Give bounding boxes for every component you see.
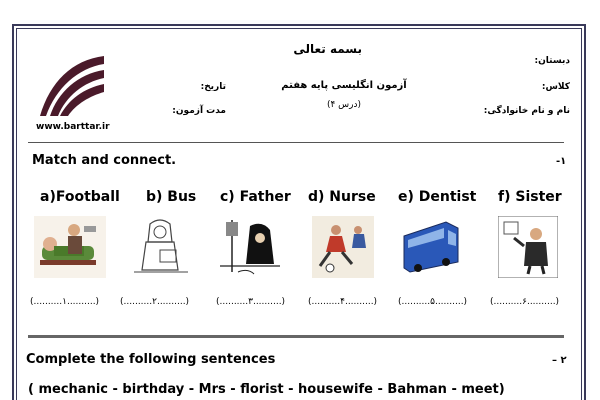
blank-2[interactable]: (..........۲..........) — [120, 297, 190, 307]
word-bank: ( mechanic - birthday - Mrs - florist - housewife - Bahman - meet) — [28, 382, 505, 397]
section1-number: -۱ — [556, 156, 567, 167]
option-e: e) Dentist — [398, 189, 477, 205]
section-divider — [28, 335, 564, 338]
blank-3[interactable]: (..........۳..........) — [216, 297, 286, 307]
section2-instruction: Complete the following sentences — [26, 352, 276, 367]
option-f: f) Sister — [498, 189, 562, 205]
page-title: بسمه تعالی — [293, 42, 362, 56]
exam-title: آزمون انگلیسی پایه هفتم — [281, 80, 407, 91]
student-name-label: نام و نام خانوادگی: — [483, 106, 570, 116]
bus-picture — [400, 216, 462, 278]
nurse-picture — [130, 216, 192, 278]
class-label: کلاس: — [541, 82, 570, 92]
father-picture — [498, 216, 558, 278]
website-url: www.barttar.ir — [36, 122, 110, 132]
logo-icon — [36, 52, 108, 120]
school-label: دبستان: — [534, 56, 570, 66]
option-c: c) Father — [220, 189, 291, 205]
option-d: d) Nurse — [308, 189, 376, 205]
blank-1[interactable]: (..........۱..........) — [30, 297, 100, 307]
header-divider — [28, 142, 564, 143]
blank-6[interactable]: (..........۶..........) — [490, 297, 560, 307]
football-player-picture — [312, 216, 374, 278]
blank-4[interactable]: (..........۴..........) — [308, 297, 378, 307]
dentist-picture — [34, 216, 106, 278]
section1-instruction: Match and connect. — [32, 153, 177, 168]
lesson-number: (درس ۴) — [326, 100, 362, 110]
duration-label: مدت آزمون: — [172, 106, 226, 116]
hospital-patient-picture — [218, 216, 282, 278]
date-label: تاریخ: — [200, 82, 226, 92]
blank-5[interactable]: (..........۵..........) — [398, 297, 468, 307]
option-a: a)Football — [40, 189, 120, 205]
option-b: b) Bus — [146, 189, 197, 205]
section2-number: – ۲ — [552, 355, 567, 366]
